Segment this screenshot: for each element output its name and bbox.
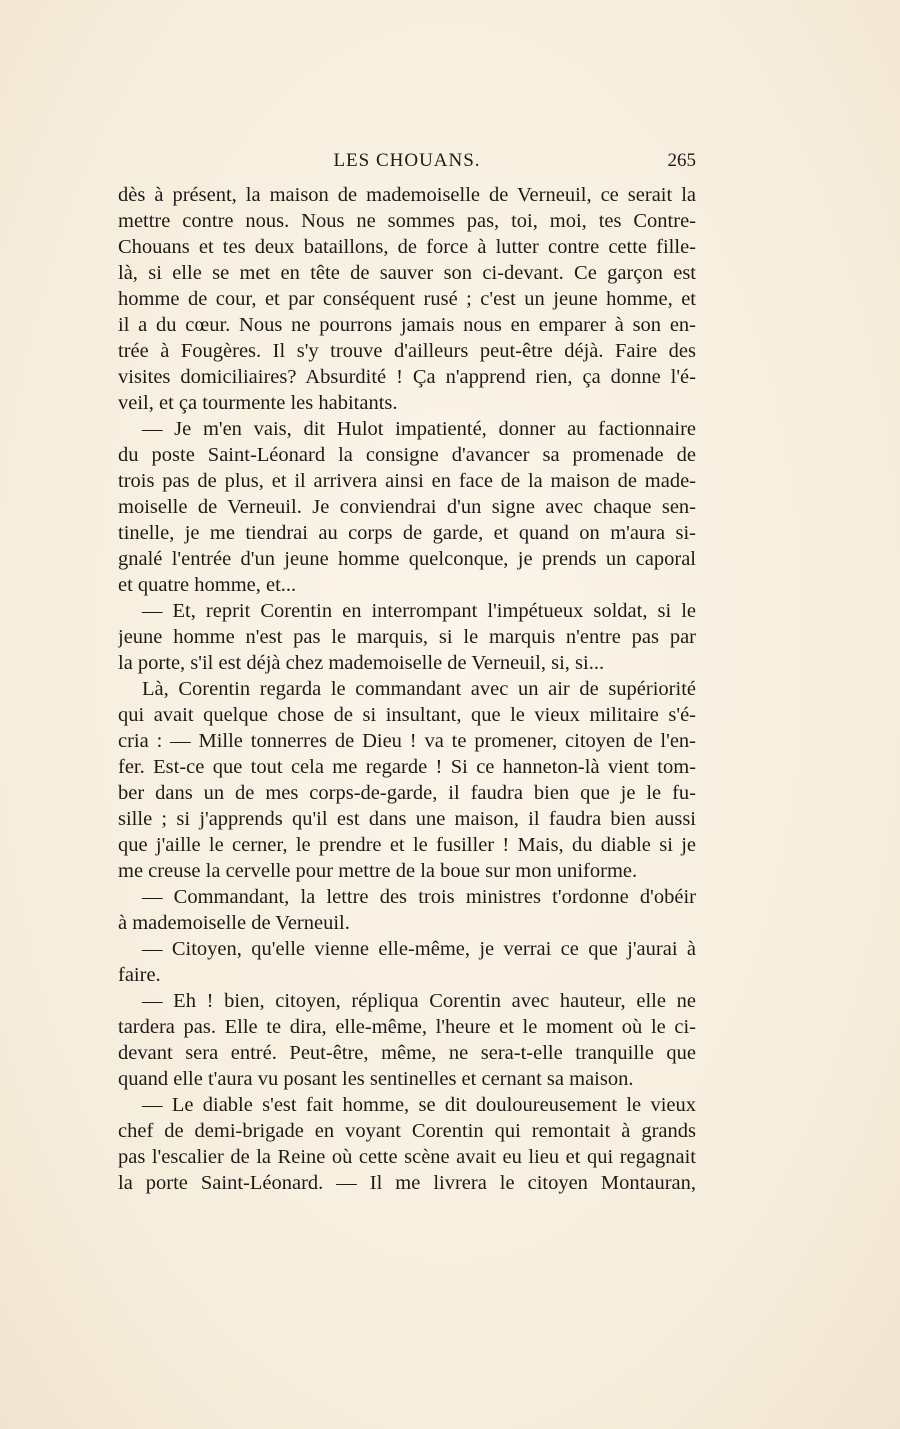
text-line: cria : — Mille tonnerres de Dieu ! va te promener, citoyen de l'en- — [118, 730, 696, 752]
text-line: visites domiciliaires? Absurdité ! Ça n'apprend rien, ça donne l'é- — [118, 366, 696, 388]
text-line: — Commandant, la lettre des trois ministres t'ordonne d'obéir — [142, 886, 696, 908]
text-line: mettre contre nous. Nous ne sommes pas, toi, moi, tes Contre- — [118, 210, 696, 232]
text-line: trois pas de plus, et il arrivera ainsi en face de la maison de made- — [118, 470, 696, 492]
text-line: sille ; si j'apprends qu'il est dans une maison, il faudra bien aussi — [118, 808, 696, 830]
text-line: et quatre homme, et... — [118, 574, 297, 596]
text-line: dès à présent, la maison de mademoiselle de Verneuil, ce serait la — [118, 184, 696, 206]
text-line: tardera pas. Elle te dira, elle-même, l'heure et le moment où le ci- — [118, 1016, 696, 1038]
text-line: la porte Saint-Léonard. — Il me livrera le citoyen Montauran, — [118, 1172, 696, 1194]
text-line: — Le diable s'est fait homme, se dit douloureusement le vieux — [142, 1094, 696, 1116]
text-line: trée à Fougères. Il s'y trouve d'ailleurs peut-être déjà. Faire des — [118, 340, 696, 362]
text-line: du poste Saint-Léonard la consigne d'avancer sa promenade de — [118, 444, 696, 466]
text-line: pas l'escalier de la Reine où cette scène avait eu lieu et qui regagnait — [118, 1146, 696, 1168]
text-line: veil, et ça tourmente les habitants. — [118, 392, 398, 414]
text-line: à mademoiselle de Verneuil. — [118, 912, 350, 934]
text-line: gnalé l'entrée d'un jeune homme quelconque, je prends un caporal — [118, 548, 696, 570]
text-line: devant sera entré. Peut-être, même, ne sera-t-elle tranquille que — [118, 1042, 696, 1064]
body-text — [118, 182, 696, 1196]
page-number: 265 — [667, 150, 696, 171]
text-line: quand elle t'aura vu posant les sentinelles et cernant sa maison. — [118, 1068, 634, 1090]
running-title: LES CHOUANS. — [333, 150, 481, 171]
text-line: la porte, s'il est déjà chez mademoiselle de Verneuil, si, si... — [118, 652, 605, 674]
text-line: ber dans un de mes corps-de-garde, il faudra bien que je le fu- — [118, 782, 696, 804]
text-line: me creuse la cervelle pour mettre de la boue sur mon uniforme. — [118, 860, 638, 882]
text-line: jeune homme n'est pas le marquis, si le marquis n'entre pas par — [118, 626, 696, 648]
text-line: — Et, reprit Corentin en interrompant l'impétueux soldat, si le — [142, 600, 696, 622]
text-line: Chouans et tes deux bataillons, de force à lutter contre cette fille- — [118, 236, 696, 258]
text-line: que j'aille le cerner, le prendre et le fusiller ! Mais, du diable si je — [118, 834, 696, 856]
text-line: homme de cour, et par conséquent rusé ; c'est un jeune homme, et — [118, 288, 696, 310]
text-line: moiselle de Verneuil. Je conviendrai d'un signe avec chaque sen- — [118, 496, 696, 518]
text-line: il a du cœur. Nous ne pourrons jamais nous en emparer à son en- — [118, 314, 696, 336]
text-line: — Citoyen, qu'elle vienne elle-même, je verrai ce que j'aurai à — [142, 938, 696, 960]
text-line: tinelle, je me tiendrai au corps de garde, et quand on m'aura si- — [118, 522, 696, 544]
text-line: chef de demi-brigade en voyant Corentin qui remontait à grands — [118, 1120, 696, 1142]
text-line: — Je m'en vais, dit Hulot impatienté, donner au factionnaire — [142, 418, 696, 440]
text-line: qui avait quelque chose de si insultant, que le vieux militaire s'é- — [118, 704, 696, 726]
text-line: là, si elle se met en tête de sauver son ci-devant. Ce garçon est — [118, 262, 696, 284]
text-line: fer. Est-ce que tout cela me regarde ! Si ce hanneton-là vient tom- — [118, 756, 696, 778]
page-header — [118, 150, 696, 176]
text-line: faire. — [118, 964, 161, 986]
text-line: Là, Corentin regarda le commandant avec un air de supériorité — [142, 678, 696, 700]
text-line: — Eh ! bien, citoyen, répliqua Corentin avec hauteur, elle ne — [142, 990, 696, 1012]
